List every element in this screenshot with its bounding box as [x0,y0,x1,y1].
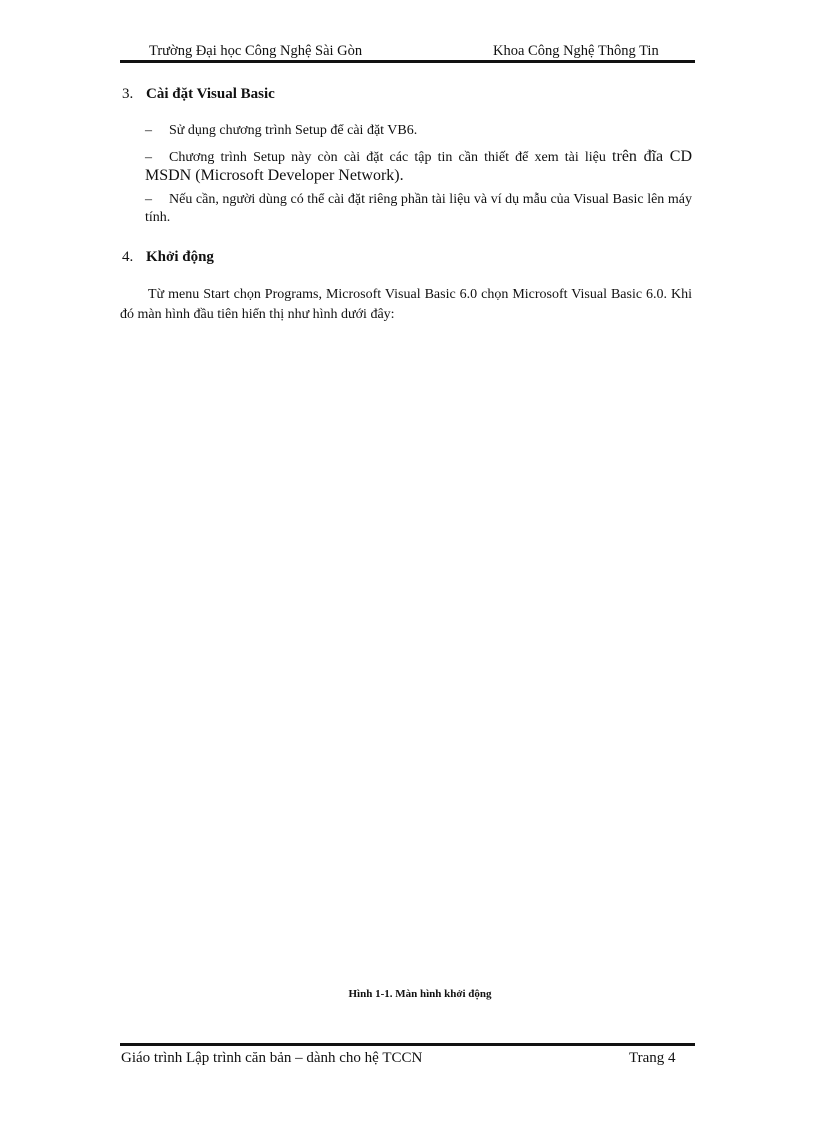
footer-page-number: Trang 4 [629,1050,676,1066]
header-faculty-name: Khoa Công Nghệ Thông Tin [493,43,659,59]
bullet-text-large: trên đĩa CD MSDN (Microsoft Developer Network). [145,148,692,184]
section-number: 3. [122,86,134,102]
bullet-dash: – [145,150,152,165]
bullet-text: Nếu cần, người dùng có thể cài đặt riêng phần tài liệu và ví dụ mẫu của Visual Basic lên máy tính. [145,192,692,225]
paragraph-text: Từ menu Start chọn Programs, Microsoft Visual Basic 6.0 chọn Microsoft Visual Basic 6.0. Khi đó màn hình đầu tiên hiển thị như hình dưới đây: [120,287,692,322]
bullet-dash: – [145,123,152,138]
section-heading-install [122,84,275,104]
bullet-text: Sử dụng chương trình Setup để cài đặt VB6. [169,123,418,138]
section-number: 4. [122,249,134,265]
bullet-item-1 [145,122,692,140]
bullet-text: Chương trình Setup này còn cài đặt các tập tin cần thiết để xem tài liệu [169,150,606,165]
footer-divider [120,1043,695,1046]
footer-course-title: Giáo trình Lập trình căn bản – dành cho hệ TCCN [121,1050,423,1066]
header-school-name: Trường Đại học Công Nghệ Sài Gòn [149,43,363,59]
header-divider [120,60,695,63]
bullet-dash: – [145,192,152,207]
bullet-item-3 [145,191,692,227]
bullet-item-2 [145,148,692,186]
section-title: Khởi động [146,249,214,265]
figure-caption: Hình 1-1. Màn hình khởi động [348,988,492,1000]
startup-paragraph [120,285,692,325]
section-title: Cài đặt Visual Basic [146,86,275,102]
figure-placeholder [120,340,695,970]
section-heading-startup [122,247,214,267]
